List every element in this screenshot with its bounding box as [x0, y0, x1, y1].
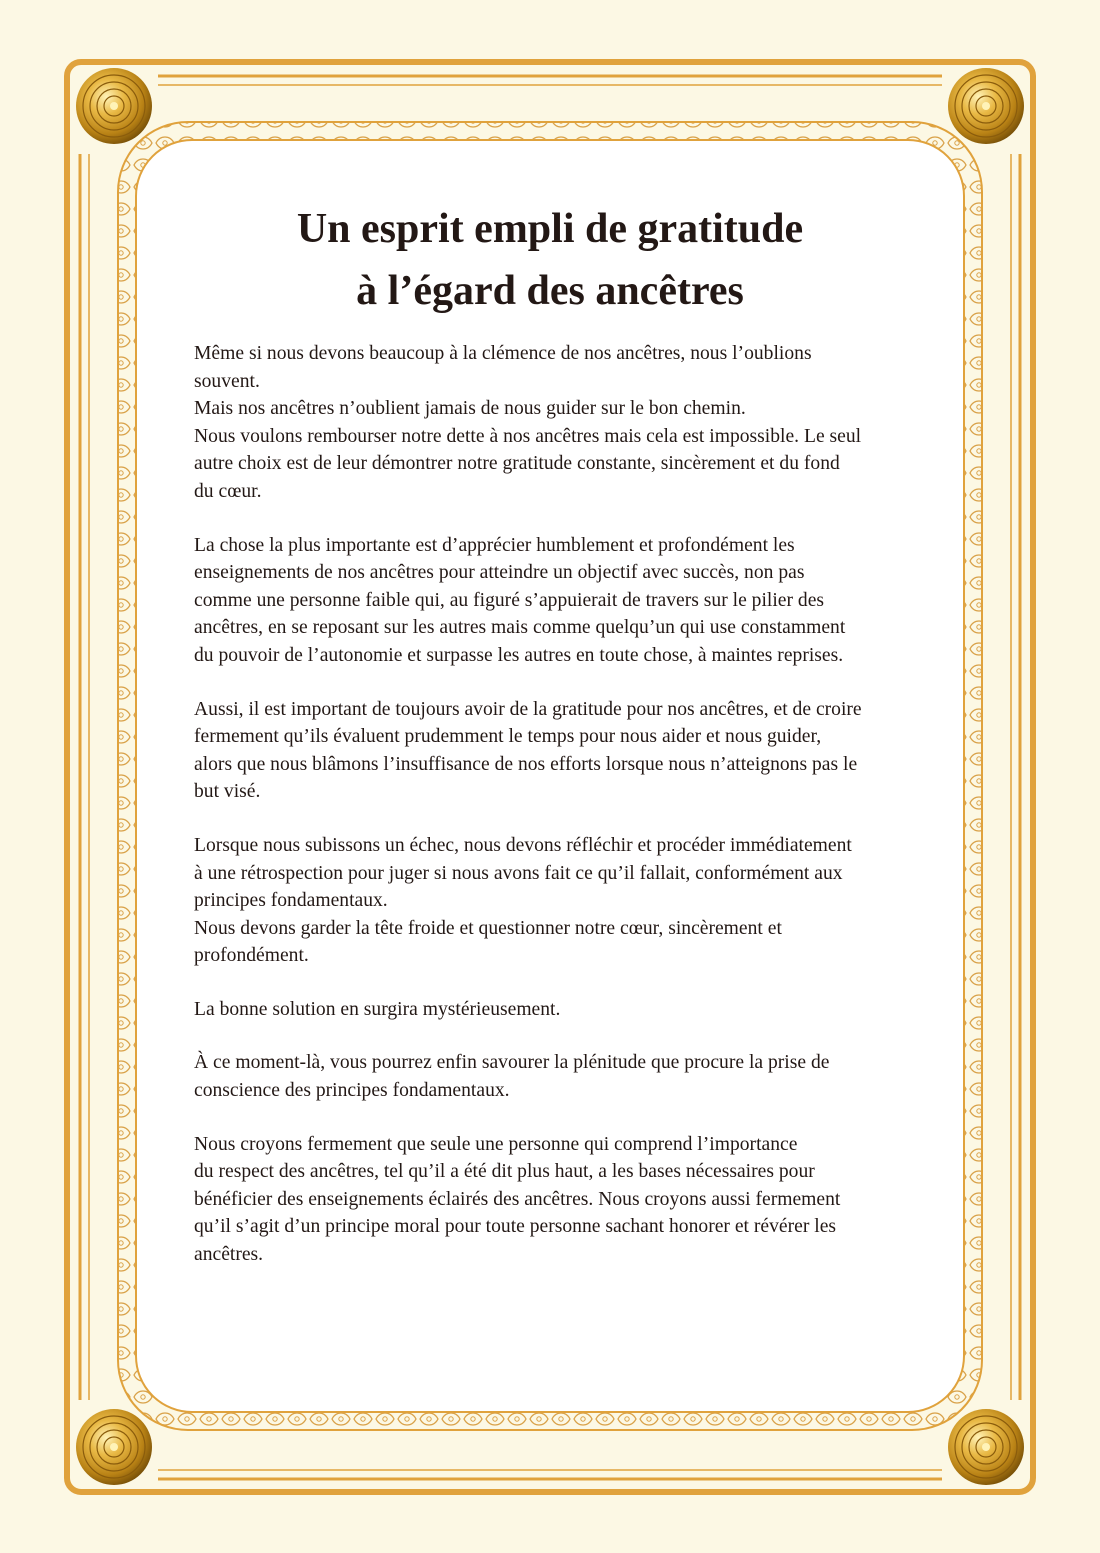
- gold-medallion-icon: [76, 1409, 152, 1485]
- text-line: conscience des principes fondamentaux.: [194, 1080, 510, 1102]
- paragraph: [194, 696, 914, 806]
- text-line: fermement qu’ils évaluent prudemment le temps pour nous aider et nous guider,: [194, 726, 822, 748]
- document-body: [194, 340, 914, 1295]
- gold-medallion-icon: [948, 68, 1024, 144]
- text-line: enseignements de nos ancêtres pour atteindre un objectif avec succès, non pas: [194, 562, 805, 584]
- text-line: comme une personne faible qui, au figuré s’appuierait de travers sur le pilier des: [194, 589, 825, 611]
- text-line: Mais nos ancêtres n’oublient jamais de nous guider sur le bon chemin.: [194, 398, 746, 420]
- text-line: bénéficier des enseignements éclairés des ancêtres. Nous croyons aussi fermement: [194, 1188, 841, 1210]
- text-line: Lorsque nous subissons un échec, nous devons réfléchir et procéder immédiatement: [194, 834, 852, 856]
- paragraph: [194, 832, 914, 970]
- text-line: Même si nous devons beaucoup à la clémence de nos ancêtres, nous l’oublions: [194, 343, 812, 364]
- text-line: qu’il s’agit d’un principe moral pour toute personne sachant honorer et révérer les: [194, 1216, 837, 1238]
- text-line: but visé.: [194, 781, 261, 803]
- paragraph: [194, 532, 914, 670]
- text-line: du pouvoir de l’autonomie et surpasse les autres en toute chose, à maintes reprises.: [194, 644, 844, 666]
- text-line: du respect des ancêtres, tel qu’il a été dit plus haut, a les bases nécessaires pour: [194, 1161, 815, 1183]
- title-line: Un esprit empli de gratitude: [296, 206, 804, 252]
- text-line: autre choix est de leur démontrer notre gratitude constante, sincèrement et du fond: [194, 453, 840, 475]
- gold-medallion-icon: [948, 1409, 1024, 1485]
- text-line: ancêtres, en se reposant sur les autres mais comme quelqu’un qui use constamment: [194, 617, 846, 639]
- text-line: souvent.: [194, 370, 260, 392]
- text-line: La bonne solution en surgira mystérieusement.: [194, 998, 561, 1020]
- text-line: Aussi, il est important de toujours avoir de la gratitude pour nos ancêtres, et de croire: [194, 698, 862, 720]
- title-line: à l’égard des ancêtres: [356, 268, 744, 314]
- text-line: du cœur.: [194, 480, 262, 502]
- paragraph: [194, 996, 914, 1024]
- paragraph: [194, 1049, 914, 1104]
- text-line: La chose la plus importante est d’apprécier humblement et profondément les: [194, 534, 795, 556]
- gold-medallion-icon: [76, 68, 152, 144]
- paragraph: [194, 340, 914, 506]
- text-line: ancêtres.: [194, 1244, 264, 1266]
- text-line: Nous devons garder la tête froide et questionner notre cœur, sincèrement et: [194, 917, 782, 939]
- page-title: [150, 198, 950, 322]
- text-line: Nous croyons fermement que seule une personne qui comprend l’importance: [194, 1133, 798, 1155]
- text-line: profondément.: [194, 945, 309, 967]
- text-line: À ce moment-là, vous pourrez enfin savourer la plénitude que procure la prise de: [194, 1052, 830, 1074]
- text-line: principes fondamentaux.: [194, 890, 388, 912]
- paragraph: [194, 1131, 914, 1269]
- text-line: à une rétrospection pour juger si nous avons fait ce qu’il fallait, conformément aux: [194, 862, 843, 884]
- text-line: Nous voulons rembourser notre dette à nos ancêtres mais cela est impossible. Le seul: [194, 425, 862, 447]
- text-line: alors que nous blâmons l’insuffisance de nos efforts lorsque nous n’atteignons pas le: [194, 753, 858, 775]
